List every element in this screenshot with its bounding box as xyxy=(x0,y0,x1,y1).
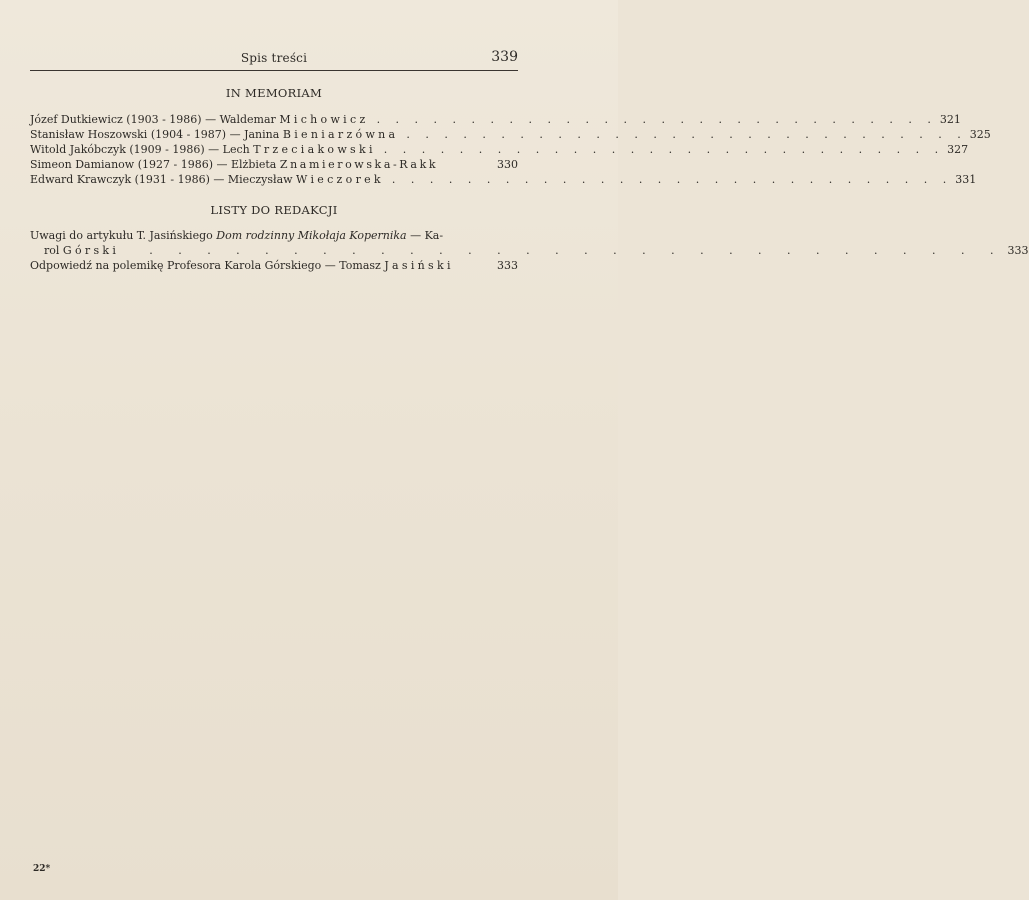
dot-leader: . . . . . . . . . . . . . . . . . . . . . . . . . . . . . . xyxy=(391,173,953,186)
entry-author: Michowicz xyxy=(279,113,369,126)
entry-lead: Stanisław Hoszowski (1904 - 1987) — Janina xyxy=(30,128,283,141)
entry-lead: Józef Dutkiewicz (1903 - 1986) — Waldemar xyxy=(30,113,280,126)
dot-leader: . . . . . . . . . . . . . . . . . . . . . . . . . . . . . . xyxy=(383,143,945,156)
toc-entry xyxy=(30,157,518,172)
entry-page: 321 xyxy=(939,113,961,126)
entry-lead-after: — Ka- xyxy=(406,229,444,242)
running-header xyxy=(30,50,518,71)
dot-leader: . . . . . . . . . . . . . . . . . . . . . . . . . . . . . . xyxy=(149,244,1005,257)
toc-listy-do-redakcji xyxy=(30,228,1029,273)
header-title: Spis treści xyxy=(240,51,308,65)
toc-entry xyxy=(30,127,991,142)
entry-page: 327 xyxy=(947,143,969,156)
toc-entry xyxy=(30,243,1029,258)
entry-lead: Witold Jakóbczyk (1909 - 1986) — Lech xyxy=(30,143,254,156)
entry-continuation: rol xyxy=(44,244,63,257)
toc-entry xyxy=(30,258,518,273)
entry-page: 330 xyxy=(497,158,518,171)
entry-author: Znamierowska-Rakk xyxy=(279,158,439,171)
entry-page: 331 xyxy=(955,173,977,186)
entry-lead: Edward Krawczyk (1931 - 1986) — Mieczysław xyxy=(30,173,297,186)
entry-author: Jasiński xyxy=(384,259,454,272)
page-number: 339 xyxy=(491,49,518,65)
entry-page: 325 xyxy=(969,128,991,141)
entry-author: Trzeciakowski xyxy=(253,143,376,156)
entry-author: Górski xyxy=(62,244,120,257)
entry-page: 333 xyxy=(497,259,518,272)
toc-entry xyxy=(30,112,961,127)
toc-in-memoriam xyxy=(30,112,991,187)
toc-entry xyxy=(30,142,969,157)
entry-page: 333 xyxy=(1007,244,1029,257)
toc-entry-first-line xyxy=(30,228,518,243)
entry-lead: Uwagi do artykułu T. Jasińskiego xyxy=(30,229,217,242)
entry-author: Bieniarzówna xyxy=(282,128,399,141)
section-heading-listy-do-redakcji: LISTY DO REDAKCJI xyxy=(210,203,338,217)
signature-mark: 22* xyxy=(33,864,51,874)
entry-lead: Odpowiedź na polemikę Profesora Karola Górskiego — Tomasz xyxy=(30,259,385,272)
dot-leader: . . . . . . . . . . . . . . . . . . . . . . . . . . . . . . xyxy=(376,113,937,126)
entry-lead: Simeon Damianow (1927 - 1986) — Elżbieta xyxy=(30,158,280,171)
entry-author: Wieczorek xyxy=(296,173,384,186)
toc-entry xyxy=(30,172,977,187)
dot-leader: . . . . . . . . . . . . . . . . . . . . . . . . . . . . . . xyxy=(406,128,967,141)
section-heading-in-memoriam: IN MEMORIAM xyxy=(225,86,323,100)
entry-work-title: Dom rodzinny Mikołaja Kopernika xyxy=(216,229,407,242)
